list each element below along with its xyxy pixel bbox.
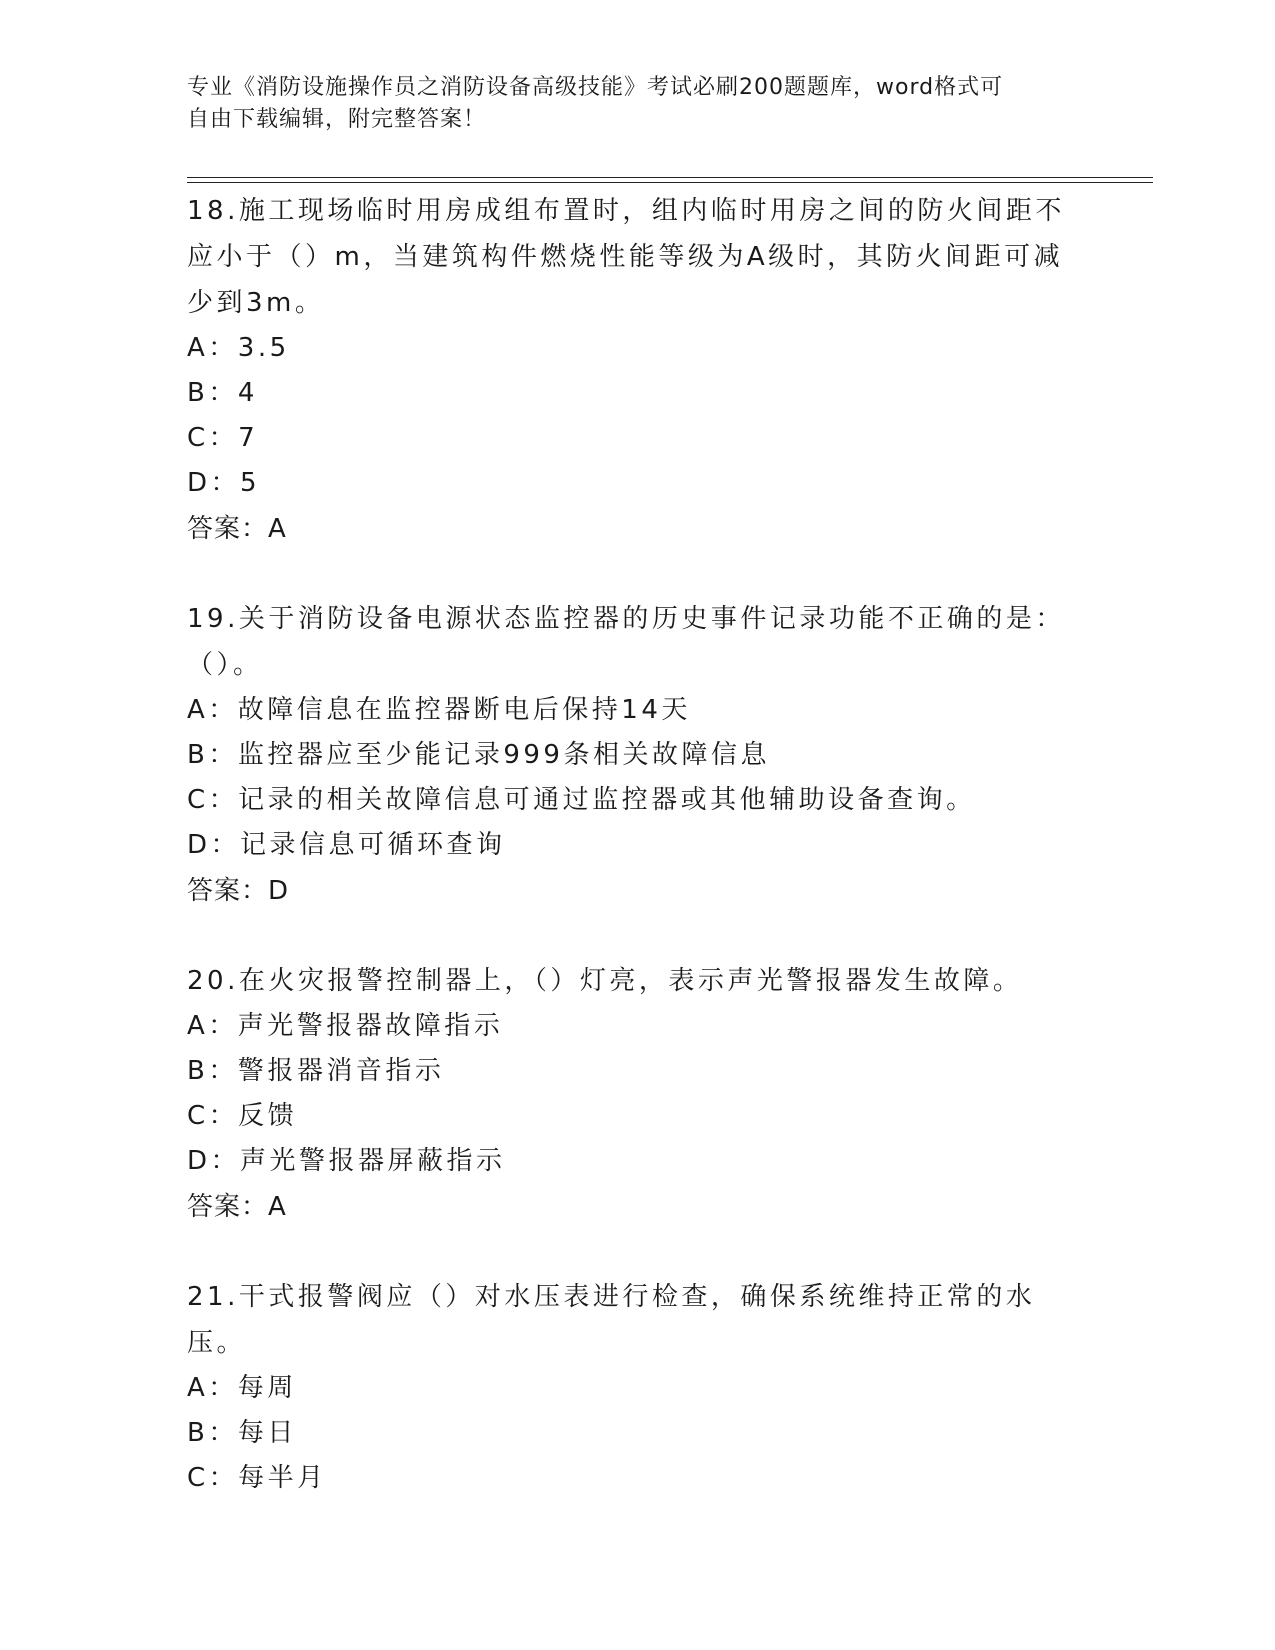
question-stem: 20.在火灾报警控制器上，（）灯亮，表示声光警报器发生故障。	[187, 966, 1023, 996]
option-d: D：声光警报器屏蔽指示	[187, 1146, 506, 1176]
header-line-2: 自由下载编辑，附完整答案！	[187, 107, 487, 132]
question-21	[187, 1274, 1087, 1501]
option-d: D：记录信息可循环查询	[187, 830, 506, 860]
question-19	[187, 596, 1087, 914]
option-b: B：每日	[187, 1418, 297, 1448]
option-c: C：每半月	[187, 1463, 327, 1493]
option-b: B：4	[187, 378, 258, 408]
answer-line: 答案：D	[187, 876, 290, 906]
header-line-1: 专业《消防设施操作员之消防设备高级技能》考试必刷200题题库，word格式可	[187, 75, 1004, 100]
option-a: A：每周	[187, 1373, 297, 1403]
option-a: A：故障信息在监控器断电后保持14天	[187, 695, 691, 725]
option-c: C：7	[187, 423, 259, 453]
question-stem: 21.干式报警阀应（）对水压表进行检查，确保系统维持正常的水压。	[187, 1282, 1036, 1358]
option-a: A：3.5	[187, 333, 290, 363]
option-b: B：警报器消音指示	[187, 1056, 445, 1086]
header-divider-bottom	[187, 182, 1153, 183]
document-header	[187, 72, 1067, 136]
header-divider-top	[187, 177, 1153, 178]
answer-line: 答案：A	[187, 1192, 287, 1222]
question-stem: 18.施工现场临时用房成组布置时，组内临时用房之间的防火间距不应小于（）m，当建筑构件燃烧性能等级为A级时，其防火间距可减少到3m。	[187, 196, 1065, 318]
question-list	[187, 188, 1087, 1545]
question-stem: 19.关于消防设备电源状态监控器的历史事件记录功能不正确的是：（）。	[187, 604, 1065, 680]
option-b: B：监控器应至少能记录999条相关故障信息	[187, 740, 770, 770]
option-c: C：记录的相关故障信息可通过监控器或其他辅助设备查询。	[187, 785, 976, 815]
option-a: A：声光警报器故障指示	[187, 1011, 504, 1041]
option-c: C：反馈	[187, 1101, 298, 1131]
option-d: D：5	[187, 468, 261, 498]
question-20	[187, 958, 1087, 1230]
answer-line: 答案：A	[187, 514, 287, 544]
question-18	[187, 188, 1087, 552]
